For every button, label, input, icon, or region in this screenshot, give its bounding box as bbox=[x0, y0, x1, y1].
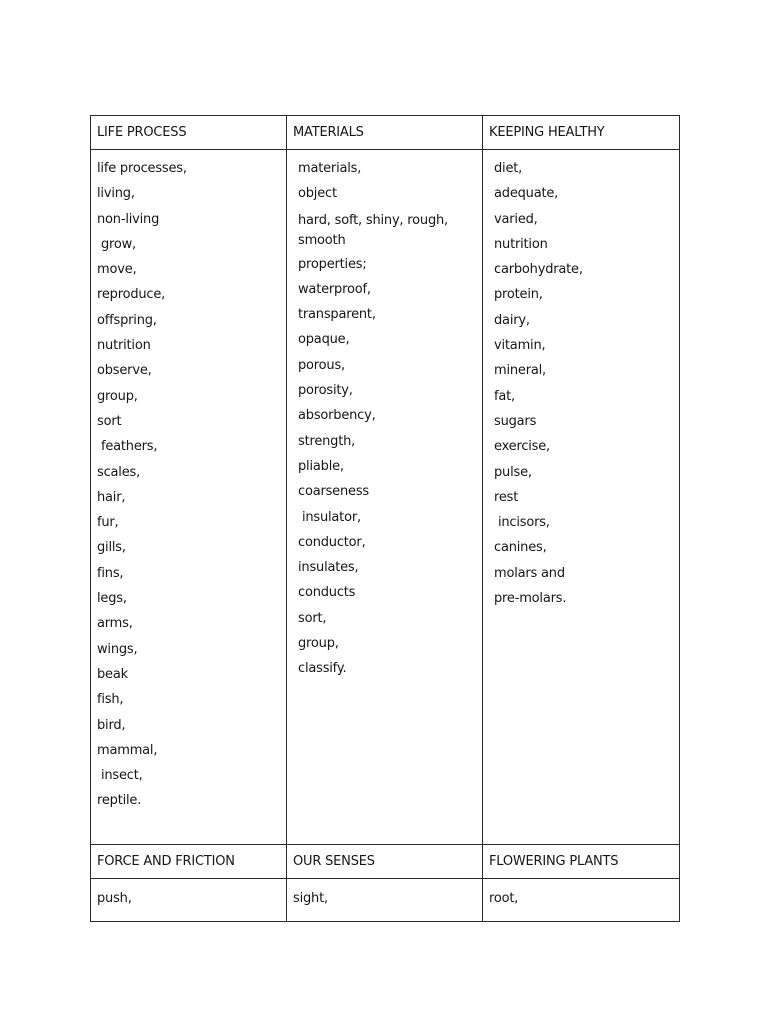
list-item: sort bbox=[97, 413, 122, 429]
list-item: waterproof, bbox=[298, 281, 371, 297]
keeping-healthy-word-list bbox=[489, 160, 673, 607]
list-item: feathers, bbox=[97, 439, 158, 455]
list-item: fat, bbox=[494, 388, 515, 404]
list-item: varied, bbox=[494, 211, 538, 227]
list-item: adequate, bbox=[494, 186, 559, 202]
list-item: sugars bbox=[494, 413, 537, 429]
list-item: legs, bbox=[97, 591, 127, 607]
list-item: strength, bbox=[298, 433, 356, 449]
list-item: mineral, bbox=[494, 363, 546, 379]
table-row bbox=[91, 150, 680, 845]
list-item: molars and bbox=[494, 565, 565, 581]
list-item: porosity, bbox=[298, 383, 353, 399]
header-force-and-friction: FORCE AND FRICTION bbox=[91, 845, 287, 879]
list-item: incisors, bbox=[494, 515, 550, 531]
header-life-process: LIFE PROCESS bbox=[91, 116, 287, 150]
list-item: carbohydrate, bbox=[494, 262, 583, 278]
list-item: porous, bbox=[298, 357, 345, 373]
list-item: sort, bbox=[298, 610, 327, 626]
header-our-senses: OUR SENSES bbox=[287, 845, 483, 879]
list-item: insulates, bbox=[298, 560, 359, 576]
list-item: wings, bbox=[97, 641, 138, 657]
list-item: sight, bbox=[293, 891, 328, 906]
list-item: gills, bbox=[97, 540, 126, 556]
table-header-row bbox=[91, 116, 680, 150]
list-item: group, bbox=[298, 636, 339, 652]
list-item: pre-molars. bbox=[494, 591, 567, 607]
list-item: bird, bbox=[97, 717, 126, 733]
list-item: opaque, bbox=[298, 332, 350, 348]
our-senses-cell bbox=[287, 879, 483, 922]
list-item: conductor, bbox=[298, 534, 366, 550]
list-item: root, bbox=[489, 891, 519, 906]
list-item: materials, bbox=[298, 161, 362, 176]
list-item: classify. bbox=[298, 661, 347, 677]
list-item: fur, bbox=[97, 515, 119, 531]
header-flowering-plants: FLOWERING PLANTS bbox=[483, 845, 680, 879]
list-item: rest bbox=[494, 489, 519, 505]
list-item: life processes, bbox=[97, 161, 187, 176]
list-item: dairy, bbox=[494, 312, 530, 328]
list-item: pliable, bbox=[298, 458, 344, 474]
list-item: non-living bbox=[97, 211, 160, 227]
list-item: scales, bbox=[97, 464, 141, 480]
list-item: hard, soft, shiny, rough, smooth bbox=[298, 212, 452, 248]
header-materials: MATERIALS bbox=[287, 116, 483, 150]
list-item: push, bbox=[97, 891, 132, 906]
table-header-row bbox=[91, 845, 680, 879]
list-item: hair, bbox=[97, 489, 126, 505]
materials-cell bbox=[287, 150, 483, 845]
list-item: protein, bbox=[494, 287, 543, 303]
list-item: vitamin, bbox=[494, 338, 546, 354]
list-item: pulse, bbox=[494, 464, 532, 480]
list-item: offspring, bbox=[97, 312, 157, 328]
list-item: diet, bbox=[494, 161, 523, 176]
list-item: beak bbox=[97, 666, 128, 682]
list-item: exercise, bbox=[494, 439, 550, 455]
list-item: fish, bbox=[97, 692, 124, 708]
list-item: living, bbox=[97, 186, 135, 202]
list-item: arms, bbox=[97, 616, 133, 632]
list-item: reproduce, bbox=[97, 287, 166, 303]
table-row bbox=[91, 879, 680, 922]
list-item: mammal, bbox=[97, 742, 158, 758]
vocabulary-table bbox=[90, 115, 680, 922]
list-item: conducts bbox=[298, 585, 356, 601]
list-item: reptile. bbox=[97, 793, 142, 809]
list-item: object bbox=[298, 186, 337, 202]
materials-word-list bbox=[293, 160, 476, 677]
list-item: nutrition bbox=[494, 236, 548, 252]
list-item: fins, bbox=[97, 565, 124, 581]
list-item: absorbency, bbox=[298, 408, 376, 424]
flowering-plants-cell bbox=[483, 879, 680, 922]
list-item: insect, bbox=[97, 768, 143, 784]
list-item: transparent, bbox=[298, 307, 376, 323]
list-item: observe, bbox=[97, 363, 152, 379]
list-item: move, bbox=[97, 262, 137, 278]
list-item: group, bbox=[97, 388, 138, 404]
header-keeping-healthy: KEEPING HEALTHY bbox=[483, 116, 680, 150]
list-item: canines, bbox=[494, 540, 547, 556]
list-item: properties; bbox=[298, 256, 367, 272]
life-process-word-list bbox=[97, 160, 280, 809]
list-item: coarseness bbox=[298, 484, 369, 500]
keeping-healthy-cell bbox=[483, 150, 680, 845]
list-item: nutrition bbox=[97, 338, 151, 354]
list-item: insulator, bbox=[298, 509, 361, 525]
force-and-friction-cell bbox=[91, 879, 287, 922]
list-item: grow, bbox=[97, 236, 136, 252]
life-process-cell bbox=[91, 150, 287, 845]
